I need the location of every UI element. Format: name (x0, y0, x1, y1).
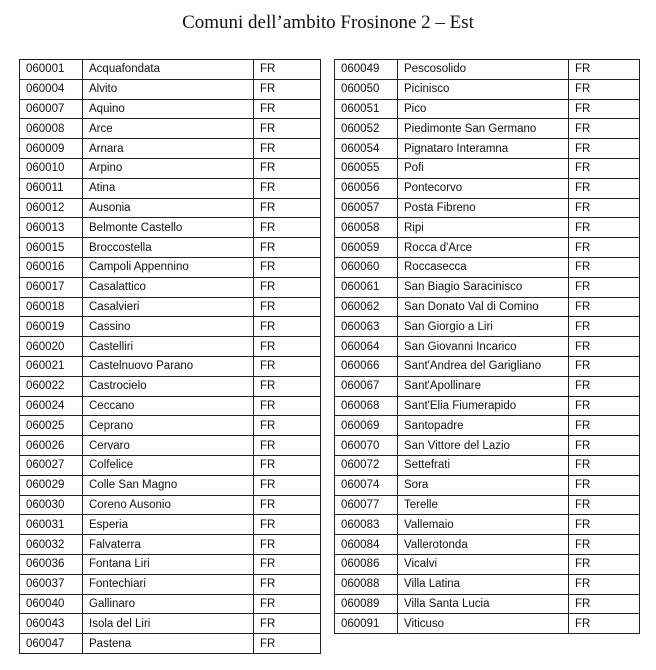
province-cell: FR (254, 554, 321, 574)
code-cell: 060027 (20, 455, 83, 475)
municipality-name-cell: Castrocielo (83, 376, 254, 396)
municipality-name-cell: Rocca d'Arce (398, 238, 569, 258)
table-row (335, 416, 640, 436)
municipality-name-cell: Cassino (83, 317, 254, 337)
code-cell: 060013 (20, 218, 83, 238)
code-cell: 060029 (20, 475, 83, 495)
municipality-name-cell: Alvito (83, 79, 254, 99)
province-cell: FR (569, 139, 640, 159)
province-cell: FR (569, 416, 640, 436)
province-cell: FR (569, 396, 640, 416)
municipality-name-cell: Pescosolido (398, 60, 569, 80)
municipality-name-cell: Pico (398, 99, 569, 119)
municipality-name-cell: San Vittore del Lazio (398, 436, 569, 456)
table-row (335, 554, 640, 574)
municipality-name-cell: Fontana Liri (83, 554, 254, 574)
code-cell: 060061 (335, 277, 398, 297)
table-row (20, 198, 321, 218)
table-row (20, 495, 321, 515)
code-cell: 060009 (20, 139, 83, 159)
table-row (335, 396, 640, 416)
municipality-name-cell: Castelnuovo Parano (83, 356, 254, 376)
code-cell: 060018 (20, 297, 83, 317)
table-row (20, 515, 321, 535)
province-cell: FR (254, 475, 321, 495)
code-cell: 060016 (20, 257, 83, 277)
province-cell: FR (254, 198, 321, 218)
municipality-name-cell: Atina (83, 178, 254, 198)
municipality-name-cell: Casalvieri (83, 297, 254, 317)
table-row (20, 356, 321, 376)
province-cell: FR (254, 594, 321, 614)
code-cell: 060010 (20, 158, 83, 178)
code-cell: 060047 (20, 634, 83, 654)
code-cell: 060022 (20, 376, 83, 396)
code-cell: 060037 (20, 574, 83, 594)
code-cell: 060017 (20, 277, 83, 297)
code-cell: 060012 (20, 198, 83, 218)
table-row (335, 178, 640, 198)
municipality-name-cell: Roccasecca (398, 257, 569, 277)
table-row (20, 238, 321, 258)
province-cell: FR (254, 614, 321, 634)
table-row (335, 337, 640, 357)
code-cell: 060020 (20, 337, 83, 357)
code-cell: 060063 (335, 317, 398, 337)
province-cell: FR (254, 158, 321, 178)
code-cell: 060024 (20, 396, 83, 416)
table-row (335, 455, 640, 475)
table-row (335, 238, 640, 258)
code-cell: 060025 (20, 416, 83, 436)
province-cell: FR (254, 317, 321, 337)
municipality-name-cell: Colfelice (83, 455, 254, 475)
code-cell: 060055 (335, 158, 398, 178)
province-cell: FR (569, 574, 640, 594)
municipality-name-cell: Falvaterra (83, 535, 254, 555)
table-row (20, 119, 321, 139)
table-row (20, 475, 321, 495)
province-cell: FR (254, 515, 321, 535)
province-cell: FR (254, 337, 321, 357)
municipality-name-cell: Vallemaio (398, 515, 569, 535)
province-cell: FR (569, 554, 640, 574)
municipality-name-cell: Arpino (83, 158, 254, 178)
municipality-name-cell: Viticuso (398, 614, 569, 634)
province-cell: FR (254, 356, 321, 376)
table-row (20, 594, 321, 614)
code-cell: 060066 (335, 356, 398, 376)
code-cell: 060031 (20, 515, 83, 535)
province-cell: FR (254, 277, 321, 297)
table-row (335, 376, 640, 396)
province-cell: FR (254, 535, 321, 555)
municipality-name-cell: Picinisco (398, 79, 569, 99)
table-row (20, 614, 321, 634)
table-row (335, 574, 640, 594)
code-cell: 060019 (20, 317, 83, 337)
code-cell: 060011 (20, 178, 83, 198)
table-row (335, 139, 640, 159)
municipalities-table-left (19, 59, 321, 654)
province-cell: FR (254, 178, 321, 198)
municipality-name-cell: Sant'Apollinare (398, 376, 569, 396)
table-row (20, 416, 321, 436)
municipality-name-cell: Villa Latina (398, 574, 569, 594)
province-cell: FR (254, 574, 321, 594)
province-cell: FR (569, 337, 640, 357)
table-row (335, 99, 640, 119)
table-row (335, 495, 640, 515)
table-row (335, 257, 640, 277)
code-cell: 060054 (335, 139, 398, 159)
municipality-name-cell: Sora (398, 475, 569, 495)
municipality-name-cell: San Donato Val di Comino (398, 297, 569, 317)
province-cell: FR (569, 495, 640, 515)
province-cell: FR (569, 535, 640, 555)
table-row (335, 515, 640, 535)
province-cell: FR (569, 178, 640, 198)
code-cell: 060043 (20, 614, 83, 634)
code-cell: 060007 (20, 99, 83, 119)
province-cell: FR (569, 198, 640, 218)
code-cell: 060084 (335, 535, 398, 555)
code-cell: 060030 (20, 495, 83, 515)
province-cell: FR (254, 99, 321, 119)
municipality-name-cell: Santopadre (398, 416, 569, 436)
province-cell: FR (569, 119, 640, 139)
code-cell: 060086 (335, 554, 398, 574)
province-cell: FR (569, 158, 640, 178)
code-cell: 060015 (20, 238, 83, 258)
municipality-name-cell: Pastena (83, 634, 254, 654)
table-row (335, 614, 640, 634)
table-row (335, 436, 640, 456)
code-cell: 060058 (335, 218, 398, 238)
page-title: Comuni dell’ambito Frosinone 2 – Est (182, 12, 474, 33)
municipality-name-cell: Ausonia (83, 198, 254, 218)
province-cell: FR (254, 79, 321, 99)
province-cell: FR (254, 238, 321, 258)
municipality-name-cell: Sant'Elia Fiumerapido (398, 396, 569, 416)
code-cell: 060008 (20, 119, 83, 139)
municipality-name-cell: Pignataro Interamna (398, 139, 569, 159)
municipality-name-cell: Vicalvi (398, 554, 569, 574)
code-cell: 060089 (335, 594, 398, 614)
table-row (20, 79, 321, 99)
province-cell: FR (569, 614, 640, 634)
province-cell: FR (569, 515, 640, 535)
municipality-name-cell: Pofi (398, 158, 569, 178)
province-cell: FR (254, 376, 321, 396)
province-cell: FR (569, 376, 640, 396)
province-cell: FR (254, 634, 321, 654)
municipality-name-cell: Ceprano (83, 416, 254, 436)
code-cell: 060032 (20, 535, 83, 555)
municipality-name-cell: Arce (83, 119, 254, 139)
table-row (20, 277, 321, 297)
code-cell: 060051 (335, 99, 398, 119)
province-cell: FR (569, 475, 640, 495)
code-cell: 060067 (335, 376, 398, 396)
code-cell: 060059 (335, 238, 398, 258)
table-row (20, 396, 321, 416)
province-cell: FR (254, 495, 321, 515)
province-cell: FR (569, 594, 640, 614)
province-cell: FR (254, 218, 321, 238)
province-cell: FR (254, 119, 321, 139)
province-cell: FR (569, 356, 640, 376)
province-cell: FR (569, 455, 640, 475)
table-row (20, 178, 321, 198)
code-cell: 060057 (335, 198, 398, 218)
municipality-name-cell: Coreno Ausonio (83, 495, 254, 515)
municipality-name-cell: San Giorgio a Liri (398, 317, 569, 337)
province-cell: FR (569, 277, 640, 297)
code-cell: 060026 (20, 436, 83, 456)
municipality-name-cell: Settefrati (398, 455, 569, 475)
table-row (335, 60, 640, 80)
province-cell: FR (254, 436, 321, 456)
municipality-name-cell: Cervaro (83, 436, 254, 456)
code-cell: 060083 (335, 515, 398, 535)
table-row (20, 337, 321, 357)
municipality-name-cell: Ripi (398, 218, 569, 238)
code-cell: 060062 (335, 297, 398, 317)
province-cell: FR (569, 79, 640, 99)
province-cell: FR (569, 60, 640, 80)
municipality-name-cell: Colle San Magno (83, 475, 254, 495)
table-row (335, 198, 640, 218)
code-cell: 060021 (20, 356, 83, 376)
table-row (20, 554, 321, 574)
province-cell: FR (254, 60, 321, 80)
province-cell: FR (569, 238, 640, 258)
table-row (335, 277, 640, 297)
municipality-name-cell: Ceccano (83, 396, 254, 416)
municipality-name-cell: Pontecorvo (398, 178, 569, 198)
municipality-name-cell: Aquino (83, 99, 254, 119)
table-row (335, 158, 640, 178)
table-row (335, 535, 640, 555)
code-cell: 060052 (335, 119, 398, 139)
table-row (335, 119, 640, 139)
code-cell: 060049 (335, 60, 398, 80)
code-cell: 060056 (335, 178, 398, 198)
table-row (20, 317, 321, 337)
table-row (20, 634, 321, 654)
table-row (20, 218, 321, 238)
municipality-name-cell: Isola del Liri (83, 614, 254, 634)
municipality-name-cell: Terelle (398, 495, 569, 515)
table-row (335, 594, 640, 614)
province-cell: FR (254, 416, 321, 436)
table-row (20, 376, 321, 396)
municipality-name-cell: San Biagio Saracinisco (398, 277, 569, 297)
province-cell: FR (569, 257, 640, 277)
municipality-name-cell: San Giovanni Incarico (398, 337, 569, 357)
province-cell: FR (569, 436, 640, 456)
municipality-name-cell: Piedimonte San Germano (398, 119, 569, 139)
code-cell: 060040 (20, 594, 83, 614)
municipality-name-cell: Acquafondata (83, 60, 254, 80)
municipality-name-cell: Esperia (83, 515, 254, 535)
table-row (335, 475, 640, 495)
table-row (20, 535, 321, 555)
code-cell: 060064 (335, 337, 398, 357)
municipality-name-cell: Fontechiari (83, 574, 254, 594)
province-cell: FR (254, 257, 321, 277)
municipality-name-cell: Posta Fibreno (398, 198, 569, 218)
table-row (20, 139, 321, 159)
province-cell: FR (254, 139, 321, 159)
table-row (20, 297, 321, 317)
municipality-name-cell: Belmonte Castello (83, 218, 254, 238)
province-cell: FR (569, 99, 640, 119)
code-cell: 060004 (20, 79, 83, 99)
table-body-right (335, 60, 640, 634)
province-cell: FR (254, 455, 321, 475)
table-row (335, 317, 640, 337)
code-cell: 060088 (335, 574, 398, 594)
code-cell: 060069 (335, 416, 398, 436)
table-body-left (20, 60, 321, 654)
code-cell: 060036 (20, 554, 83, 574)
code-cell: 060060 (335, 257, 398, 277)
province-cell: FR (569, 297, 640, 317)
table-row (335, 79, 640, 99)
table-row (20, 99, 321, 119)
municipality-name-cell: Gallinaro (83, 594, 254, 614)
code-cell: 060091 (335, 614, 398, 634)
municipality-name-cell: Broccostella (83, 238, 254, 258)
code-cell: 060074 (335, 475, 398, 495)
table-row (20, 455, 321, 475)
code-cell: 060070 (335, 436, 398, 456)
table-row (20, 60, 321, 80)
municipalities-table-right (334, 59, 640, 634)
code-cell: 060077 (335, 495, 398, 515)
table-row (335, 356, 640, 376)
province-cell: FR (569, 218, 640, 238)
municipality-name-cell: Vallerotonda (398, 535, 569, 555)
table-row (335, 297, 640, 317)
table-row (20, 436, 321, 456)
municipality-name-cell: Sant'Andrea del Garigliano (398, 356, 569, 376)
code-cell: 060050 (335, 79, 398, 99)
municipality-name-cell: Arnara (83, 139, 254, 159)
table-row (20, 158, 321, 178)
table-row (20, 574, 321, 594)
code-cell: 060068 (335, 396, 398, 416)
province-cell: FR (254, 297, 321, 317)
province-cell: FR (254, 396, 321, 416)
municipality-name-cell: Villa Santa Lucia (398, 594, 569, 614)
province-cell: FR (569, 317, 640, 337)
municipality-name-cell: Campoli Appennino (83, 257, 254, 277)
municipality-name-cell: Castelliri (83, 337, 254, 357)
code-cell: 060072 (335, 455, 398, 475)
code-cell: 060001 (20, 60, 83, 80)
municipality-name-cell: Casalattico (83, 277, 254, 297)
table-row (335, 218, 640, 238)
table-row (20, 257, 321, 277)
